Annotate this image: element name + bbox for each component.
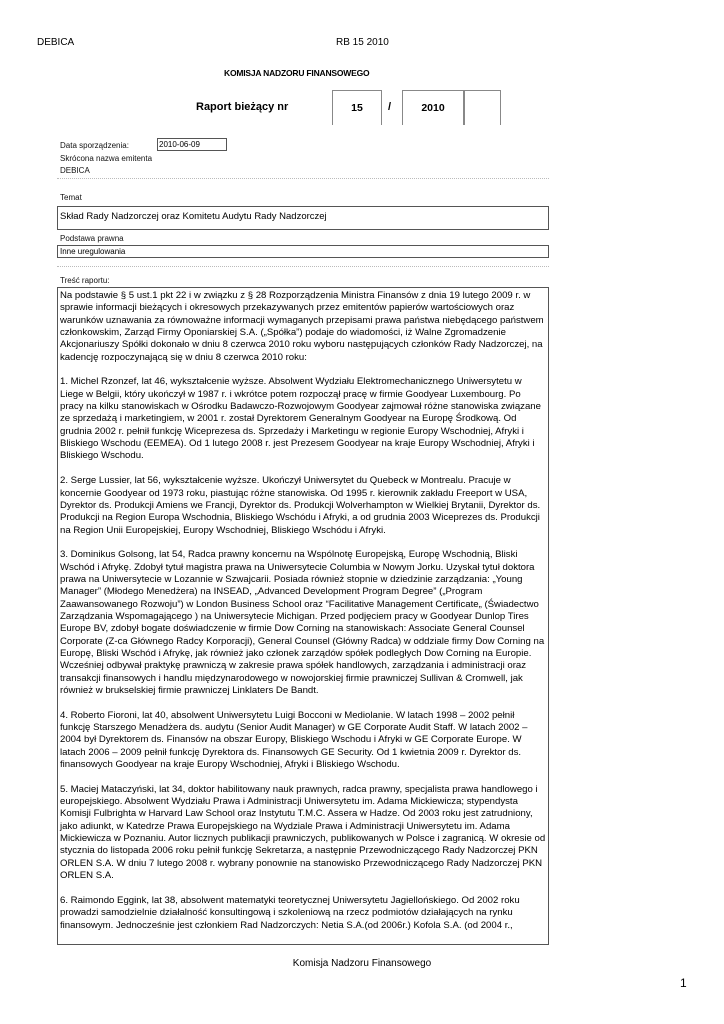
date-value: 2010-06-09: [159, 140, 200, 149]
report-separator: /: [388, 101, 392, 113]
content-paragraph: 5. Maciej Mataczyński, lat 34, doktor habilitowany nauk prawnych, radca prawny, specjalista prawa handlowego i europejskiego. Absolwent Wydziału Prawa i Administracji Uniwersytetu im. Adama Mickiewicza; stypendysta Komisji Fulbrighta w Harvard Law School oraz Instytutu T.M.C. Assera w Hadze. Od 2003 roku jest zatrudniony, jako adiunkt, w Katedrze Prawa Europejskiego na Wydziale Prawa i Administracji Uniwersytetu im. Adama Mickiewicza w Poznaniu. Autor licznych publikacji prawniczych, publikowanych w Polsce i zagranicą. W okresie od stycznia do listopada 2006 roku pełnił funkcję Sekretarza, a następnie Przewodniczącego Rady Nadzorczej PKN ORLEN S.A. W dniu 7 lutego 2008 r. wybrany ponownie na stanowisko Przewodniczącego Rady Nadzorczej PKN ORLEN S.A.: [60, 783, 546, 882]
legal-basis-value: Inne uregulowania: [60, 247, 126, 256]
subject-label: Temat: [60, 193, 82, 202]
content-paragraph: 2. Serge Lussier, lat 56, wykształcenie wyższe. Ukończył Uniwersytet du Quebeck w Montrealu. Pracuje w koncernie Goodyear od 1973 roku, piastując różne stanowiska. Od 1995 r. kierownik zakładu Freeport w USA, Dyrektor ds. Produkcji Amiens we Francji, Dyrektor ds. Produkcji Wolverhampton w Wielkiej Brytanii, Dyrektor ds. Produkcji na Region Europa Wschodnia, Bliskiego Wschódu i Afryki, a od grudnia 2003 Wiceprezes ds. Produkcji na Region Unii Europejskiej, Europy Wschodniej, Bliskiego Wschódu i Afryki.: [60, 475, 541, 536]
content-paragraph: 1. Michel Rzonzef, lat 46, wykształcenie wyższe. Absolwent Wydziału Elektromechanicznego Uniwersytetu w Liege w Belgii, który ukończył w 1987 r. i wkrótce potem rozpoczął pracę w firmie Goodyear Luxembourg. Po pracy na kilku stanowiskach w Ośrodku Badawczo-Rozwojowym Goodyear zajmował różne stanowiska związane ze sprzedażą i marketingiem, w 2001 r. został Dyrektorem Generalnym Goodyear na Europę Środkową. Od grudnia 2002 r. pełnił funkcję Wiceprezesa ds. Sprzedaży i Marketingu w regionie Europy Wschodniej, Afryki i Bliskiego Wschodu (EEMEA). Od 1 lutego 2008 r. jest Prezesem Goodyear na kraje Europy Wschodniej, Afryki i Bliskiego Wschodu.: [60, 376, 541, 462]
content-text: [58, 288, 548, 932]
subject-field: [57, 206, 549, 230]
report-number: 15: [332, 90, 382, 125]
page-number: 1: [680, 976, 687, 990]
content-paragraph: 6. Raimondo Eggink, lat 38, absolwent matematyki teoretycznej Uniwersytetu Jagiellońskiego. Od 2002 roku prowadzi samodzielnie działalność konsultingową i szkoleniową na rzecz podmiotów działających na rynku finansowym. Jednocześnie jest członkiem Rad Nadzorczych: Netia S.A.(od 2006r.) Kofola S.A. (od 2004 r.,: [60, 894, 520, 931]
issuer-value: DEBICA: [60, 166, 90, 175]
divider: [57, 178, 549, 179]
content-label: Treść raportu:: [60, 276, 110, 285]
date-label: Data sporządzenia:: [60, 141, 129, 150]
subject-value: Skład Rady Nadzorczej oraz Komitetu Audytu Rady Nadzorczej: [60, 211, 327, 222]
authority-title: KOMISJA NADZORU FINANSOWEGO: [224, 68, 370, 78]
content-paragraph: 3. Dominikus Golsong, lat 54, Radca prawny koncernu na Wspólnotę Europejską, Europę Wschodnią, Bliski Wschód i Afrykę. Zdobył tytuł magistra prawa na Uniwersytecie Columbia w Nowym Jorku. Uzyskał tytuł doktora prawa na Uniwersytecie w Lozannie w Szwajcarii. Posiada również stopnie w dziedzinie zarządzania: „Young Manager” (Młodego Menedżera) na INSEAD, „Advanced Development Program Degree” („Program Zaawansowanego Rozwoju”) w London Business School oraz “Facilitative Management Certificate„ (Świadectwo Zarządzania Wspomagającego ) na Uniwersytecie Michigan. Przed podjęciem pracy w Goodyear Dunlop Tires Europe BV, zdobył bogate doświadczenie w firmie Dow Corning na stanowiskach: Associate General Counsel Corporate (Z-ca Głównego Radcy Korporacji), General Counsel (Główny Radca) w oddziale firmy Dow Corning na Europę, Bliski Wschód i Afrykę, jak również jako członek zarządów spółek podległych Dow Corning na Europie. Wcześniej odbywał praktykę prawniczą w zakresie prawa spółek handlowych, zarządzania i administracji oraz transakcji finansowych i handlu międzynarodowego w nowojorskiej firmie prawniczej Sullivan & Cromwell, jak również w brukselskiej firmie prawniczej Linklaters De Bandt.: [60, 549, 545, 696]
header-company: DEBICA: [37, 37, 75, 48]
content-paragraph: Na podstawie § 5 ust.1 pkt 22 i w związku z § 28 Rozporządzenia Ministra Finansów z dnia 19 lutego 2009 r. w sprawie informacji bieżących i okresowych przekazywanych przez emitentów papierów wartościowych oraz warunków uznawania za równoważne informacji wymaganych przepisami prawa państwa niebędącego państwem członkowskim, Zarząd Firmy Oponiarskiej S.A. („Spółka”) podaje do wiadomości, iż Walne Zgromadzenie Akcjonariuszy Spółki dokonało w dniu 8 czerwca 2010 roku wyboru następujących członków Rady Nadzorczej, na kadencję rozpoczynającą się w dniu 8 czerwca 2010 roku:: [60, 290, 544, 363]
report-year: 2010: [402, 90, 464, 125]
footer-text: Komisja Nadzoru Finansowego: [292, 958, 432, 969]
content-paragraph: 4. Roberto Fioroni, lat 40, absolwent Uniwersytetu Luigi Bocconi w Mediolanie. W latach 1998 – 2002 pełnił funkcję Starszego Menadżera ds. audytu (Senior Audit Manager) w GE Corporate Audit Staff. W latach 2002 – 2004 był Dyrektorem ds. Finansów na obszar Europy, Bliskiego Wschodu i Afryki w GE Corporate Europe. W latach 2006 – 2009 pełnił funkcję Dyrektora ds. Finansowych GE Security. Od 1 kwietnia 2009 r. Dyrektor ds. finansowych Goodyear na kraje Europy Wschodniej, Afryki i Bliskiego Wschodu.: [60, 709, 528, 771]
content-field: [57, 287, 549, 945]
header-report-id: RB 15 2010: [336, 37, 389, 48]
legal-basis-field: [57, 245, 549, 258]
legal-basis-label: Podstawa prawna: [60, 234, 124, 243]
report-blank-cell: [464, 90, 501, 125]
divider: [57, 266, 549, 267]
date-field: [157, 138, 227, 151]
report-title-label: Raport bieżący nr: [196, 101, 289, 113]
issuer-label: Skrócona nazwa emitenta: [60, 154, 153, 163]
